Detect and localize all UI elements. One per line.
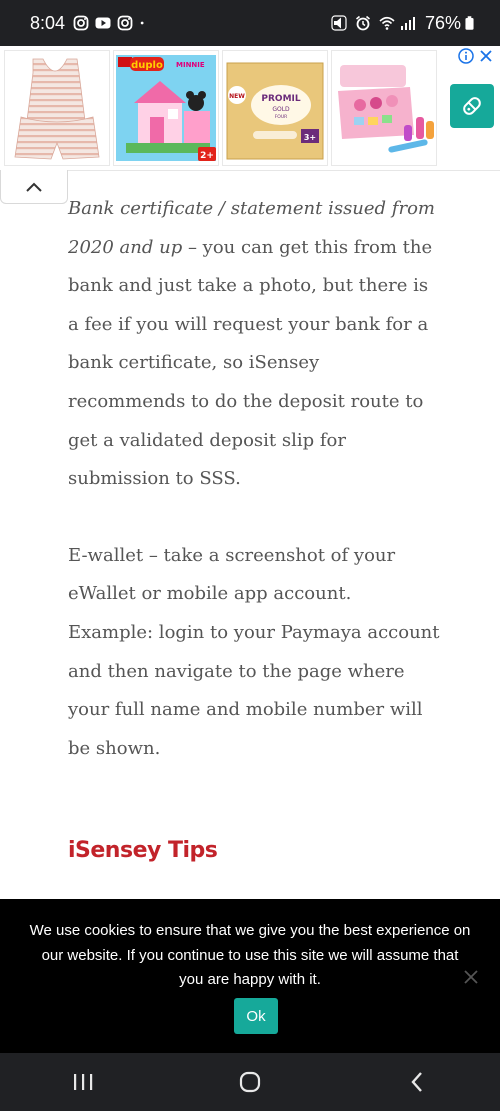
duplo-logo-text: duplo <box>131 60 163 71</box>
status-right <box>331 13 474 34</box>
bank-certificate-text: – you can get this from the bank and just take a photo, but there is a fee if you will request your bank for a bank certificate, so iSensey recommends to do the deposit route to get a validated deposit slip for submission to SSS. <box>68 236 433 490</box>
ad-product-lego-duplo[interactable] <box>113 50 219 166</box>
minnie-logo-text: MINNIE <box>176 61 205 69</box>
promil-text: PROMIL <box>261 94 301 104</box>
system-nav-bar <box>0 1053 500 1111</box>
ad-controls <box>458 48 494 64</box>
ad-product-baby-clothes[interactable] <box>4 50 110 166</box>
silent-icon <box>331 15 347 31</box>
back-button[interactable] <box>387 1062 447 1102</box>
tips-heading: iSensey Tips <box>68 838 218 863</box>
home-button[interactable] <box>220 1062 280 1102</box>
cookie-message: We use cookies to ensure that we give you the best experience on our website. If you continue to use this site we will assume that you are happy with it. <box>29 922 471 988</box>
chevron-up-icon <box>25 181 43 193</box>
wifi-icon <box>379 15 395 31</box>
promil-gold-image <box>223 51 327 165</box>
battery-percent: 76% <box>424 12 461 33</box>
ad-product-promil-gold[interactable] <box>222 50 328 166</box>
home-icon <box>238 1070 262 1094</box>
status-time: 8:04 <box>30 12 66 33</box>
youtube-icon <box>95 15 111 31</box>
instagram-icon <box>73 15 89 31</box>
gold-text: GOLD <box>272 106 290 113</box>
cookie-banner <box>0 899 500 1053</box>
recent-apps-button[interactable] <box>53 1062 113 1102</box>
makeup-kit-image <box>332 51 437 165</box>
promil-age-text: 3+ <box>303 133 317 142</box>
alarm-icon <box>355 15 371 31</box>
ad-close-icon[interactable] <box>478 48 494 64</box>
battery-icon <box>465 15 474 31</box>
ad-product-makeup-kit[interactable] <box>331 50 437 166</box>
paragraph-ewallet: E-wallet – take a screenshot of your eWallet or mobile app account. Example: login to your Paymaya account and then navigate to the page where your full name and mobile number will be shown. <box>68 544 440 759</box>
ad-collapse-toggle[interactable] <box>0 170 68 204</box>
baby-clothes-image <box>5 51 109 165</box>
four-text: FOUR <box>274 115 288 120</box>
status-bar <box>0 0 500 46</box>
lego-duplo-image <box>114 51 218 165</box>
cookie-ok-button[interactable]: Ok <box>234 998 278 1034</box>
age-badge-text: 2+ <box>200 151 214 161</box>
ad-info-icon[interactable] <box>458 48 474 64</box>
capsule-icon <box>459 93 485 119</box>
ad-next-button[interactable] <box>450 84 494 128</box>
back-icon <box>407 1070 427 1094</box>
recent-apps-icon <box>71 1072 95 1092</box>
instagram-icon <box>117 15 133 31</box>
article-body <box>68 190 440 768</box>
signal-icon <box>399 15 415 31</box>
notification-dot-icon <box>139 15 149 31</box>
paragraph-bank-certificate <box>68 190 440 499</box>
bank-certificate-emphasis: Bank certificate / statement issued from 2020 and up <box>68 198 435 258</box>
new-badge-text: NEW <box>229 93 245 100</box>
ad-banner[interactable] <box>0 46 500 171</box>
cookie-close-icon[interactable] <box>462 968 480 986</box>
